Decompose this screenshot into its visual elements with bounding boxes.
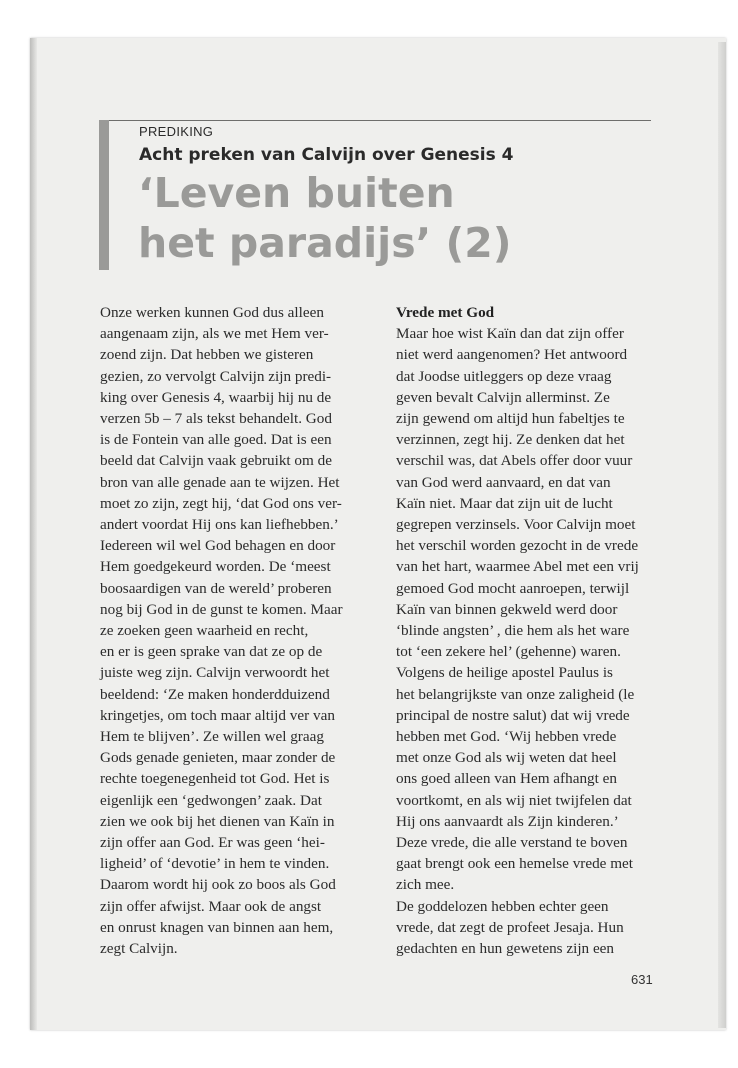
text-line: zien we ook bij het dienen van Kaïn in (100, 812, 335, 830)
text-line: Kaïn niet. Maar dat zijn uit de lucht (396, 494, 613, 512)
text-line: zich mee. (396, 876, 455, 894)
text-line: verzinnen, zegt hij. Ze denken dat het (396, 431, 625, 449)
text-line: rechte toegenegenheid tot God. Het is (100, 770, 330, 788)
text-line: van het hart, waarmee Abel met een vrij (396, 558, 639, 576)
header-rule (109, 120, 651, 121)
text-line: gegrepen verzinsels. Voor Calvijn moet (396, 516, 636, 534)
text-line: Hij ons aanvaardt als Zijn kinderen.’ (396, 812, 619, 830)
text-line: zijn offer afwijst. Maar ook de angst (100, 897, 322, 915)
text-line: principal de nostre salut) dat wij vrede (396, 706, 630, 724)
text-line: ons goed alleen van Hem afhangt en (396, 770, 617, 788)
text-line: van God werd aanvaard, en dat van (396, 473, 611, 491)
text-line: king over Genesis 4, waarbij hij nu de (100, 388, 332, 406)
text-line: gemoed God mocht aanroepen, terwijl (396, 579, 630, 597)
text-line: vrede, dat zegt de profeet Jesaja. Hun (396, 918, 624, 936)
text-line: geven bevalt Calvijn allerminst. Ze (396, 388, 610, 406)
text-line: boosaardigen van de wereld’ proberen (100, 579, 332, 597)
text-line: zijn offer aan God. Er was geen ‘hei- (100, 834, 325, 852)
text-line: eigenlijk een ‘gedwongen’ zaak. Dat (100, 791, 322, 809)
text-line: Maar hoe wist Kaïn dan dat zijn offer (396, 325, 624, 343)
text-line: Daarom wordt hij ook zo boos als God (100, 876, 336, 894)
text-line: bron van alle genade aan te wijzen. Het (100, 473, 340, 491)
text-line: nog bij God in de gunst te komen. Maar (100, 600, 343, 618)
text-line: Volgens de heilige apostel Paulus is (396, 664, 613, 682)
section-kicker: PREDIKING (139, 124, 214, 139)
section-heading: Vrede met God (396, 304, 495, 321)
text-line: met onze God als wij weten dat heel (396, 749, 617, 767)
text-line: verzen 5b – 7 als tekst behandelt. God (100, 410, 332, 428)
text-line: gedachten en hun gewetens zijn een (396, 940, 615, 958)
text-line: zoend zijn. Dat hebben we gisteren (100, 346, 314, 364)
text-line: en er is geen sprake van dat ze op de (100, 643, 323, 661)
text-line: voortkomt, en als wij niet twijfelen dat (396, 791, 632, 809)
text-line: Hem goedgekeurd worden. De ‘meest (100, 558, 331, 576)
text-line: juiste weg zijn. Calvijn verwoordt het (100, 664, 330, 682)
text-line: beeldend: ‘Ze maken honderdduizend (100, 685, 330, 703)
text-line: kringetjes, om toch maar altijd ver van (100, 706, 335, 724)
text-line: moet zo zijn, zegt hij, ‘dat God ons ver- (100, 494, 342, 512)
text-line: verschil was, dat Abels offer door vuur (396, 452, 633, 470)
text-line: zijn gewend om altijd hun fabeltjes te (396, 410, 625, 428)
text-line: hebben met God. ‘Wij hebben vrede (396, 728, 617, 746)
text-line: ze zoeken geen waarheid en recht, (100, 622, 309, 640)
article-title (138, 168, 511, 268)
text-line: gezien, zo vervolgt Calvijn zijn predi- (100, 367, 332, 385)
right-column (396, 302, 658, 959)
text-line: Deze vrede, die alle verstand te boven (396, 834, 628, 852)
page-edge (718, 42, 726, 1028)
text-line: aangenaam zijn, als we met Hem ver- (100, 325, 329, 343)
text-line: Gods genade genieten, maar zonder de (100, 749, 336, 767)
text-line: Kaïn van binnen gekweld werd door (396, 600, 618, 618)
text-line: zegt Calvijn. (100, 940, 178, 958)
text-line: beeld dat Calvijn vaak gebruikt om de (100, 452, 332, 470)
left-column (100, 302, 362, 959)
text-line: ‘blinde angsten’ , die hem als het ware (396, 622, 630, 640)
text-line: niet werd aangenomen? Het antwoord (396, 346, 628, 364)
text-line: De goddelozen hebben echter geen (396, 897, 609, 915)
text-line: en onrust knagen van binnen aan hem, (100, 918, 334, 936)
text-line: Onze werken kunnen God dus alleen (100, 304, 324, 321)
title-line-1: ‘Leven buiten (138, 169, 455, 217)
article-subtitle: Acht preken van Calvijn over Genesis 4 (139, 145, 514, 165)
text-line: Hem te blijven’. Ze willen wel graag (100, 728, 324, 746)
text-line: Iedereen wil wel God behagen en door (100, 537, 336, 555)
text-line: het verschil worden gezocht in de vrede (396, 537, 639, 555)
title-line-2: het paradijs’ (2) (138, 219, 512, 267)
text-line: het belangrijkste van onze zaligheid (le (396, 685, 635, 703)
page-number: 631 (631, 972, 653, 987)
text-line: tot ‘een zekere hel’ (gehenne) waren. (396, 643, 621, 661)
text-line: is de Fontein van alle goed. Dat is een (100, 431, 332, 449)
text-line: dat Joodse uitleggers op deze vraag (396, 367, 612, 385)
book-spine (30, 38, 37, 1030)
text-line: andert voordat Hij ons kan liefhebben.’ (100, 516, 339, 534)
header-accent-bar (99, 120, 109, 270)
text-line: ligheid’ of ‘devotie’ in hem te vinden. (100, 855, 330, 873)
text-line: gaat brengt ook een hemelse vrede met (396, 855, 633, 873)
